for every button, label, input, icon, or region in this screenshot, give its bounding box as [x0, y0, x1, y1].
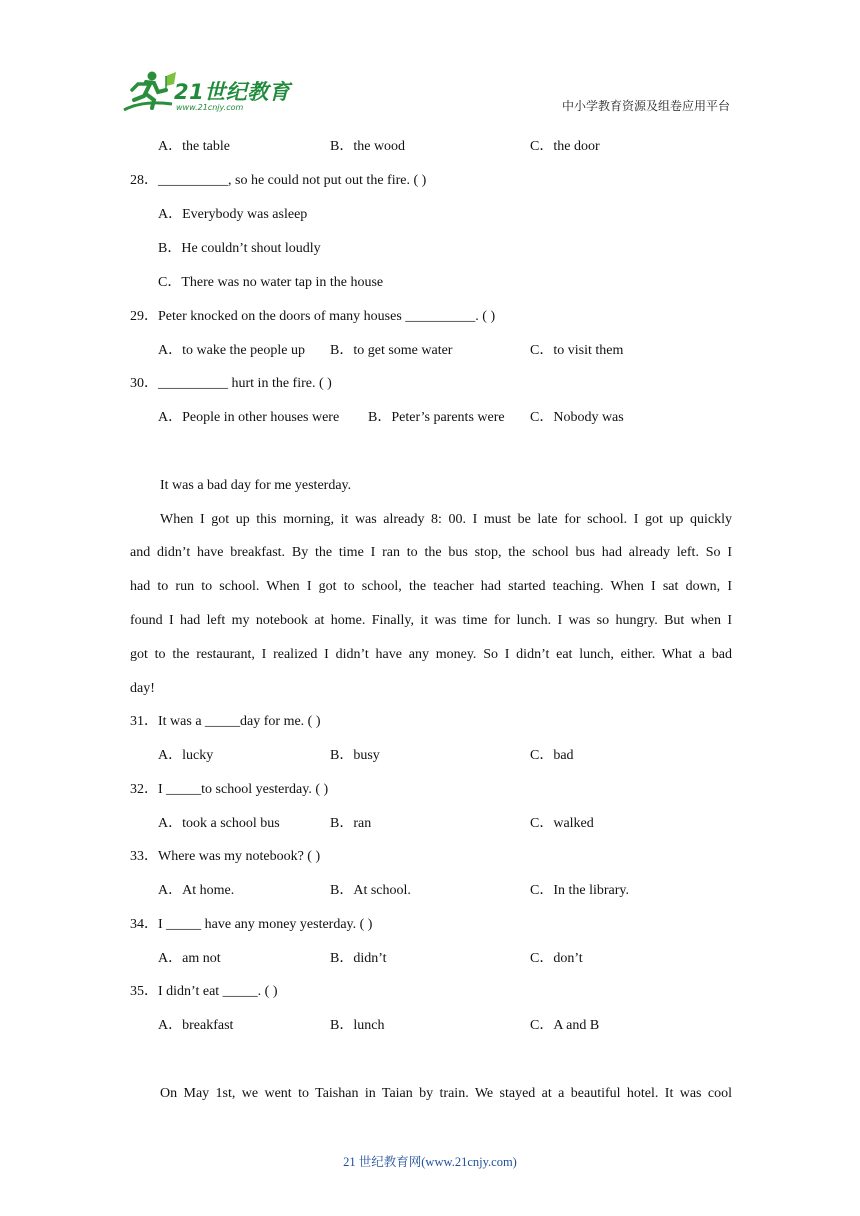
passage-line-4: found I had left my notebook at home. Finally, it was time for lunch. I was so hungry. But when I — [130, 613, 732, 628]
q32-option-c: C．walked — [530, 816, 594, 831]
logo-url: www.21cnjy.com — [176, 103, 244, 112]
q35-option-a: A．breakfast — [158, 1018, 234, 1033]
q30-option-b: B．Peter’s parents were — [368, 410, 505, 425]
q27-option-a: A．the table — [158, 139, 230, 154]
q31-option-b: B．busy — [330, 748, 380, 763]
question-30: 30．__________ hurt in the fire. ( ) — [130, 376, 332, 391]
passage-line-3: had to run to school. When I got to school, the teacher had started teaching. When I sat down, I — [130, 579, 732, 594]
question-33: 33．Where was my notebook? ( ) — [130, 849, 321, 864]
question-34: 34．I _____ have any money yesterday. ( ) — [130, 917, 373, 932]
q33-option-a: A．At home. — [158, 883, 235, 898]
q27-option-b: B．the wood — [330, 139, 406, 154]
page-footer: 21 世纪教育网(www.21cnjy.com) — [343, 1155, 517, 1169]
passage-line-1: When I got up this morning, it was already 8: 00. I must be late for school. I got up quickly — [160, 512, 732, 527]
question-28: 28．__________, so he could not put out the fire. ( ) — [130, 173, 427, 188]
q29-option-a: A．to wake the people up — [158, 343, 305, 358]
q32-option-b: B．ran — [330, 816, 372, 831]
q34-option-b: B．didn’t — [330, 951, 387, 966]
q33-option-b: B．At school. — [330, 883, 411, 898]
q28-option-c: C．There was no water tap in the house — [158, 275, 384, 290]
q31-option-c: C．bad — [530, 748, 574, 763]
q29-option-b: B．to get some water — [330, 343, 453, 358]
logo — [122, 70, 292, 116]
q35-option-c: C．A and B — [530, 1018, 600, 1033]
q28-option-b: B．He couldn’t shout loudly — [158, 241, 321, 256]
passage-line-5: got to the restaurant, I realized I didn’t have any money. So I didn’t eat lunch, either. What a bad — [130, 647, 732, 662]
q34-option-c: C．don’t — [530, 951, 583, 966]
q33-option-c: C．In the library. — [530, 883, 630, 898]
q31-option-a: A．lucky — [158, 748, 214, 763]
q34-option-a: A．am not — [158, 951, 221, 966]
passage-line-6: day! — [130, 681, 155, 696]
q28-option-a: A．Everybody was asleep — [158, 207, 308, 222]
q27-option-c: C．the door — [530, 139, 600, 154]
question-29: 29．Peter knocked on the doors of many houses __________. ( ) — [130, 309, 496, 324]
question-31: 31．It was a _____day for me. ( ) — [130, 714, 321, 729]
q35-option-b: B．lunch — [330, 1018, 385, 1033]
q32-option-a: A．took a school bus — [158, 816, 280, 831]
passage2-line-1: On May 1st, we went to Taishan in Taian by train. We stayed at a beautiful hotel. It was cool — [160, 1086, 732, 1101]
question-35: 35．I didn’t eat _____. ( ) — [130, 984, 278, 999]
q30-option-a: A．People in other houses were — [158, 410, 340, 425]
passage-line-2: and didn’t have breakfast. By the time I ran to the bus stop, the school bus had already left. So I — [130, 545, 732, 560]
page-header — [0, 0, 860, 130]
q29-option-c: C．to visit them — [530, 343, 624, 358]
platform-name: 中小学教育资源及组卷应用平台 — [561, 99, 730, 113]
q30-option-c: C．Nobody was — [530, 410, 624, 425]
logo-text: 21世纪教育 — [174, 80, 291, 104]
question-32: 32．I _____to school yesterday. ( ) — [130, 782, 329, 797]
runner-logo-icon — [122, 70, 178, 114]
passage-title: It was a bad day for me yesterday. — [160, 478, 352, 493]
